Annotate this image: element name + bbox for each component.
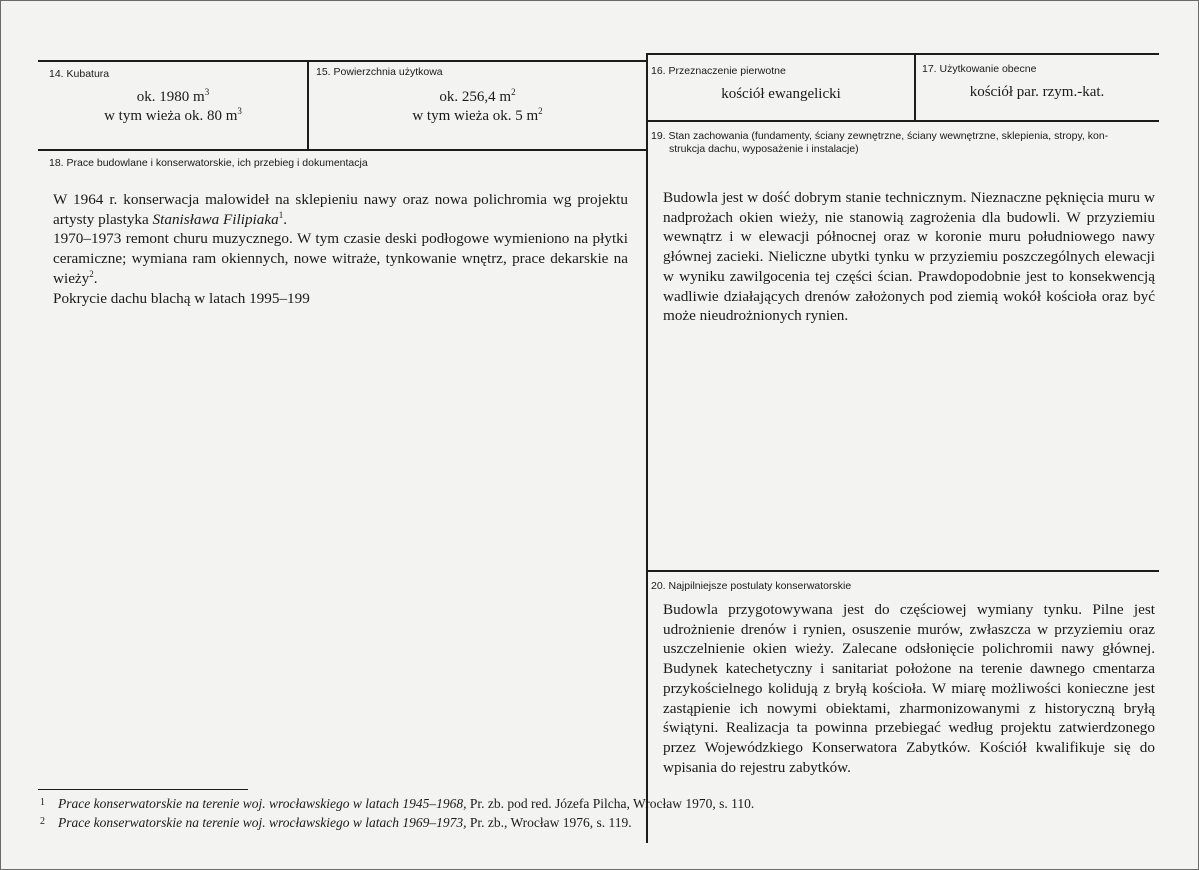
field-18-text — [53, 190, 628, 308]
field-15-line1: ok. 256,4 m — [439, 89, 512, 105]
field-18-paragraph-2: 1970–1973 remont churu muzycznego. W tym czasie deski podłogowe wymieniono na płytki ceramiczne; wymiana ram okiennych, nowe witraże, tynkowanie wnętrz, prace dekarskie na wieży$^2$. — [53, 230, 628, 287]
footnote-2: 2 Prace konserwatorskie na terenie woj. wrocławskiego w latach 1969–1973, Pr. zb., Wrocław 1976, s. 119. — [40, 815, 632, 830]
field-16-label: 16. Przeznaczenie pierwotne — [651, 65, 786, 77]
footnote-1-number: 1 — [40, 797, 45, 808]
field-17-value: kościół par. rzym.-kat. — [969, 84, 1105, 100]
field-16-value: kościół ewangelicki — [721, 86, 841, 102]
field-20-label: 20. Najpilniejsze postulaty konserwatorskie — [651, 580, 852, 592]
field-15-line2-sup: 2 — [538, 106, 543, 116]
footnote-1: 1 Prace konserwatorskie na terenie woj. wrocławskiego w latach 1945–1968, Pr. zb. pod red. Józefa Pilcha, Wrocław 1970, s. 110. — [40, 796, 755, 811]
rule-under-16-17 — [646, 120, 1159, 122]
field-14-line2: w tym wieża ok. 80 m — [104, 108, 238, 124]
divider-15-16 — [646, 53, 648, 843]
field-20-text: Budowla przygotowywana jest do częściowej wymiany tynku. Pilne jest udrożnienie drenów i rynien, osuszenie murów, zwłaszcza w przyziemiu oraz uszczelnienie okien wieży. Zalecane odsłonięcie polichromii nawy głównej. Budynek katechetyczny i sanitariat położone na terenie dawnego cmentarza przykościelnego kolidują z bryłą kościoła. W miarę możliwości konieczne jest zastąpienie ich nowymi obiektami, zharmonizowanymi z historyczną bryłą świątyni. Realizacja ta powinna przebiegać według projektu zatwierdzonego przez Wojewódzkiego Konserwatora Zabytków. Kościół kwalifikuje się do wpisania do rejestru zabytków. — [663, 601, 1155, 776]
field-15-value — [309, 88, 646, 126]
field-15-line1-sup: 2 — [511, 87, 516, 97]
footnote-2-number: 2 — [40, 816, 45, 827]
field-15-label: 15. Powierzchnia użytkowa — [316, 66, 443, 78]
rule-above-20 — [646, 570, 1159, 572]
field-19-text: Budowla jest w dość dobrym stanie technicznym. Nieznaczne pęknięcia muru w nadprożach okien wieży, nie stanowią zagrożenia dla budowli. W przyziemiu wewnątrz i w elewacji północnej oraz w koronie muru południowego nawy głównej zacieki. Nieliczne ubytki tynku w przyziemiu poszczególnych elewacji w wyniku zawilgocenia tej części ścian. Prawdopodobnie jest to konsekwencją wadliwie działających drenów założonych pod ziemią wokół kościoła oraz być może nieudrożnionych rynien. — [663, 189, 1155, 325]
footnote-rule — [38, 789, 248, 790]
field-14-value — [39, 88, 307, 126]
rule-under-14-15 — [38, 149, 646, 151]
field-14-line1: ok. 1980 m — [136, 89, 205, 105]
field-14-label: 14. Kubatura — [49, 68, 110, 80]
field-17-label: 17. Użytkowanie obecne — [922, 63, 1037, 75]
field-14-line2-sup: 3 — [237, 106, 242, 116]
rule-top-left — [38, 60, 646, 62]
field-15-line2: w tym wieża ok. 5 m — [412, 108, 539, 124]
field-19-label: 19. Stan zachowania (fundamenty, ściany zewnętrzne, ściany wewnętrzne, sklepienia, stropy, kon- strukcja dachu, wyposażenie i instalacje) — [651, 130, 1109, 155]
field-18-paragraph-1: W 1964 r. konserwacja malowideł na sklepieniu nawy oraz nowa polichromia wg projektu artysty plastyka Stanisława Filipiaka$^1$. — [53, 191, 628, 228]
field-18-paragraph-3: Pokrycie dachu blachą w latach 1995–199 — [53, 289, 310, 307]
rule-top-right — [646, 53, 1159, 55]
field-14-line1-sup: 3 — [204, 87, 210, 97]
field-18-label: 18. Prace budowlane i konserwatorskie, ich przebieg i dokumentacja — [49, 157, 368, 169]
